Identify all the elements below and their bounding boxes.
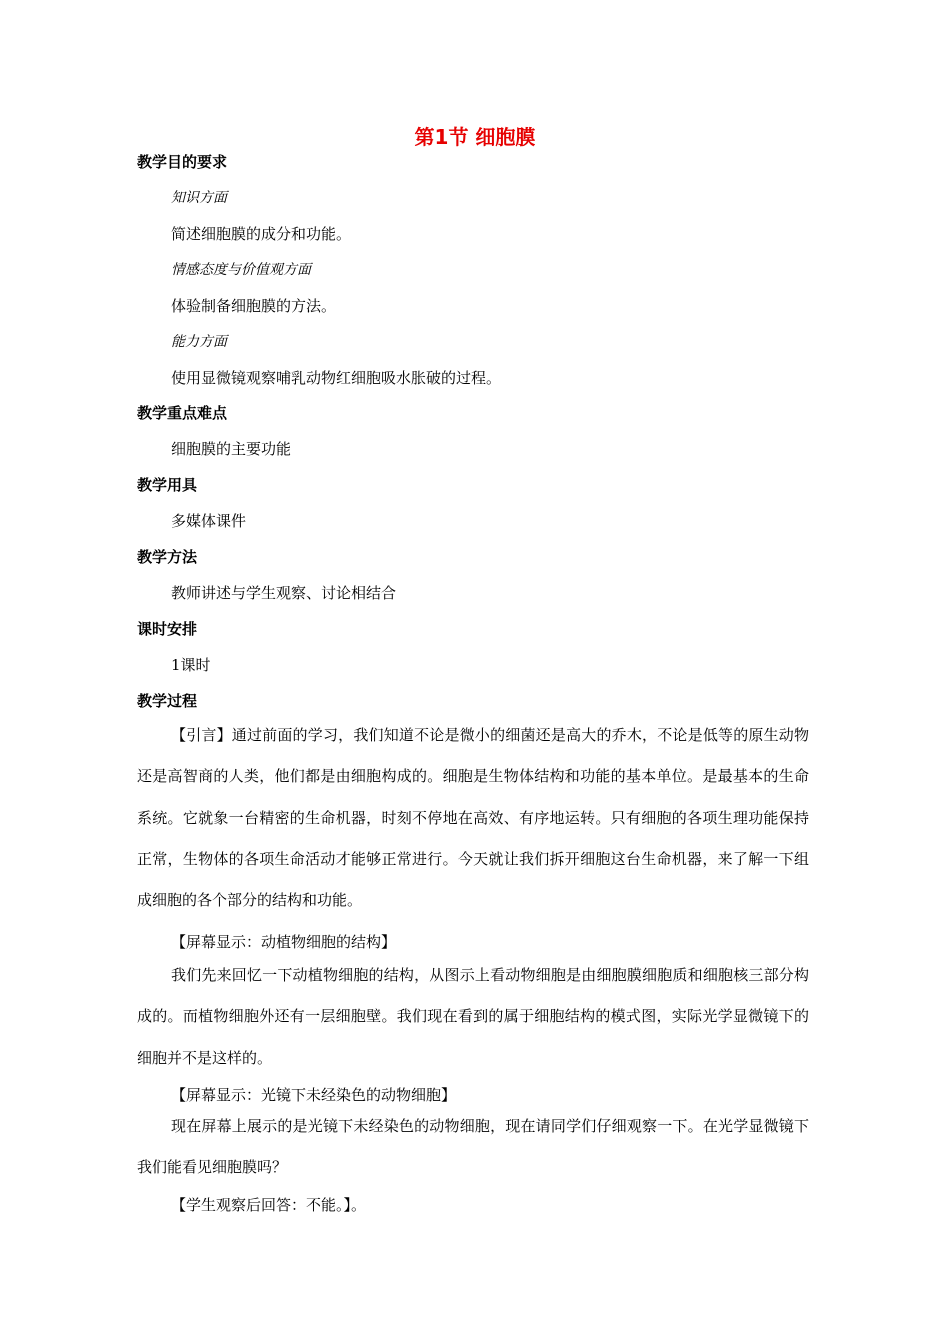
heading-schedule: 课时安排 [137,620,198,638]
heading-method: 教学方法 [137,548,198,566]
heading-tools: 教学用具 [137,476,198,494]
heading-goals: 教学目的要求 [137,153,228,171]
tools-text: 多媒体课件 [171,512,247,530]
knowledge-label: 知识方面 [171,190,227,206]
heading-key-points: 教学重点难点 [137,404,228,422]
page-title: 第1节 细胞膜 [414,125,536,149]
method-text: 教师讲述与学生观察、讨论相结合 [171,584,397,602]
knowledge-text: 简述细胞膜的成分和功能。 [171,225,352,243]
screen-display-1: 【屏幕显示：动植物细胞的结构】 [171,933,397,951]
attitude-label: 情感态度与价值观方面 [171,262,311,278]
intro-paragraph: 【引言】通过前面的学习，我们知道不论是微小的细菌还是高大的乔木，不论是低等的原生动物还是高智商的人类，他们都是由细胞构成的。细胞是生物体结构和功能的基本单位。是最基本的生命系统。它就象一台精密的生命机器，时刻不停地在高效、有序地运转。只有细胞的各项生理功能保持正常，生物体的各项生命活动才能够正常进行。今天就让我们拆开细胞这台生命机器，来了解一下组成细胞的各个部分的结构和功能。 [137,726,809,910]
attitude-text: 体验制备细胞膜的方法。 [171,297,337,315]
paragraph-2: 我们先来回忆一下动植物细胞的结构，从图示上看动物细胞是由细胞膜细胞质和细胞核三部分构成的。而植物细胞外还有一层细胞壁。我们现在看到的属于细胞结构的模式图，实际光学显微镜下的细胞并不是这样的。 [137,966,809,1067]
key-points-text: 细胞膜的主要功能 [171,440,292,458]
schedule-text: 1课时 [171,656,211,674]
heading-process: 教学过程 [137,692,198,710]
ability-text: 使用显微镜观察哺乳动物红细胞吸水胀破的过程。 [171,369,502,387]
screen-display-2: 【屏幕显示：光镜下未经染色的动物细胞】 [171,1086,457,1104]
paragraph-3: 现在屏幕上展示的是光镜下未经染色的动物细胞，现在请同学们仔细观察一下。在光学显微镜下我们能看见细胞膜吗？ [137,1117,809,1177]
student-answer: 【学生观察后回答：不能。】。 [171,1196,367,1214]
ability-label: 能力方面 [171,334,227,350]
